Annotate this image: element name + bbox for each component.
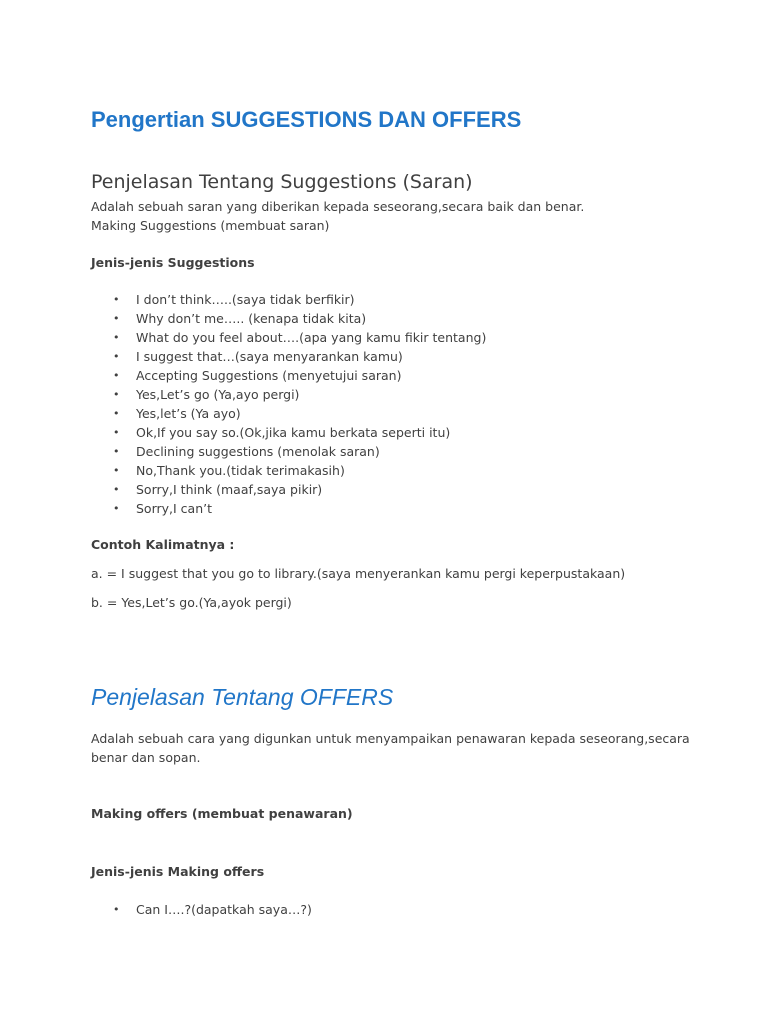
bullet-icon: • bbox=[113, 369, 120, 382]
bullet-icon: • bbox=[113, 331, 120, 344]
list-item bbox=[113, 328, 486, 347]
list-item bbox=[113, 423, 486, 442]
list-item-text: Yes,Let’s go (Ya,ayo pergi) bbox=[136, 387, 300, 402]
list-item bbox=[113, 309, 486, 328]
bullet-icon: • bbox=[113, 426, 120, 439]
bullet-icon: • bbox=[113, 407, 120, 420]
list-item-text: Yes,let’s (Ya ayo) bbox=[136, 406, 241, 421]
list-item bbox=[113, 347, 486, 366]
list-item bbox=[113, 366, 486, 385]
list-item bbox=[113, 290, 486, 309]
list-item bbox=[113, 404, 486, 423]
list-item-text: I don’t think…..(saya tidak berfikir) bbox=[136, 292, 355, 307]
offers-definition: Adalah sebuah cara yang digunkan untuk menyampaikan penawaran kepada seseorang,secara benar dan sopan. bbox=[91, 731, 690, 765]
list-item-text: I suggest that…(saya menyarankan kamu) bbox=[136, 349, 403, 364]
making-offers-label: Making offers (membuat penawaran) bbox=[91, 806, 353, 821]
example-a: a. = I suggest that you go to library.(saya menyerankan kamu pergi keperpustakaan) bbox=[91, 566, 626, 581]
offers-types-label: Jenis-jenis Making offers bbox=[91, 864, 265, 879]
list-item-text: Declining suggestions (menolak saran) bbox=[136, 444, 380, 459]
bullet-icon: • bbox=[113, 312, 120, 325]
list-item-text: What do you feel about….(apa yang kamu fikir tentang) bbox=[136, 330, 487, 345]
list-item bbox=[113, 900, 312, 919]
bullet-icon: • bbox=[113, 483, 120, 496]
list-item bbox=[113, 499, 486, 518]
suggestions-definition: Adalah sebuah saran yang diberikan kepada seseorang,secara baik dan benar. bbox=[91, 199, 585, 214]
bullet-icon: • bbox=[113, 388, 120, 401]
offers-list bbox=[113, 900, 312, 919]
list-item-text: Sorry,I can’t bbox=[136, 501, 213, 516]
bullet-icon: • bbox=[113, 502, 120, 515]
making-suggestions-text: Making Suggestions (membuat saran) bbox=[91, 218, 330, 233]
list-item-text: Why don’t me….. (kenapa tidak kita) bbox=[136, 311, 367, 326]
bullet-icon: • bbox=[113, 350, 120, 363]
list-item-text: Ok,If you say so.(Ok,jika kamu berkata seperti itu) bbox=[136, 425, 451, 440]
list-item-text: Can I….?(dapatkah saya…?) bbox=[136, 902, 312, 917]
list-item-text: No,Thank you.(tidak terimakasih) bbox=[136, 463, 345, 478]
suggestions-list bbox=[113, 290, 486, 518]
suggestions-heading: Penjelasan Tentang Suggestions (Saran) bbox=[91, 171, 473, 193]
bullet-icon: • bbox=[113, 464, 120, 477]
list-item bbox=[113, 461, 486, 480]
examples-label: Contoh Kalimatnya : bbox=[91, 537, 235, 552]
list-item bbox=[113, 480, 486, 499]
list-item bbox=[113, 442, 486, 461]
suggestions-types-label: Jenis-jenis Suggestions bbox=[91, 255, 255, 270]
list-item-text: Accepting Suggestions (menyetujui saran) bbox=[136, 368, 402, 383]
offers-heading: Penjelasan Tentang OFFERS bbox=[91, 684, 394, 710]
bullet-icon: • bbox=[113, 903, 120, 916]
page-title: Pengertian SUGGESTIONS DAN OFFERS bbox=[91, 107, 522, 132]
list-item bbox=[113, 385, 486, 404]
example-b: b. = Yes,Let’s go.(Ya,ayok pergi) bbox=[91, 595, 292, 610]
bullet-icon: • bbox=[113, 445, 120, 458]
bullet-icon: • bbox=[113, 293, 120, 306]
list-item-text: Sorry,I think (maaf,saya pikir) bbox=[136, 482, 323, 497]
